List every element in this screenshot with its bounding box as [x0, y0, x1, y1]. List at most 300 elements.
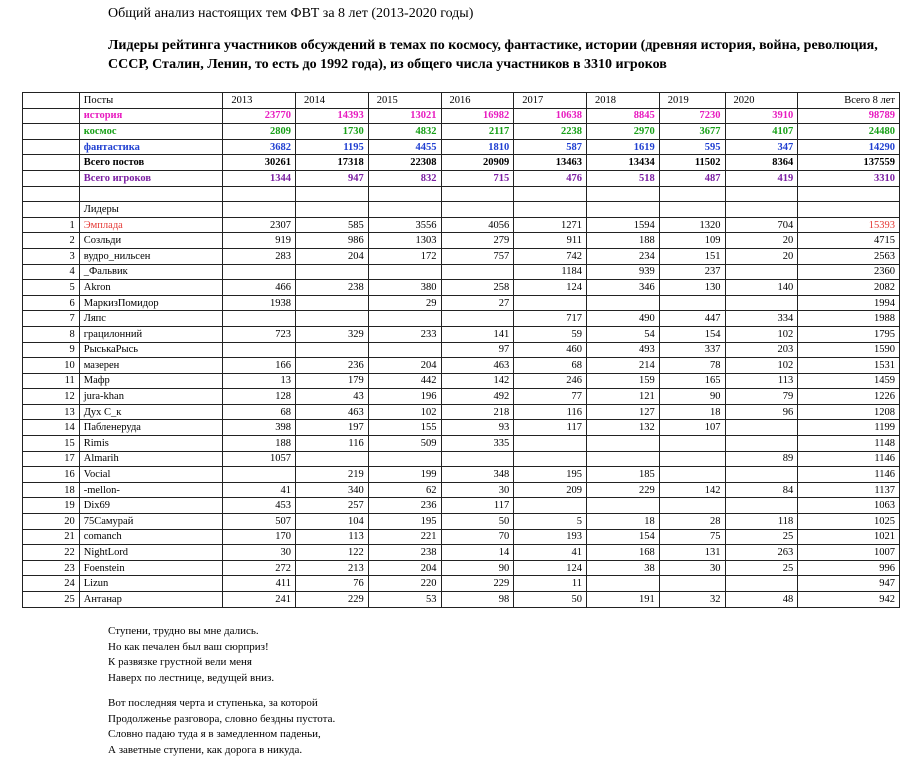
- leader-row: [23, 467, 900, 483]
- leader-total: 1994: [798, 295, 900, 311]
- leader-value: 165: [659, 373, 725, 389]
- leader-row: [23, 373, 900, 389]
- leader-name: Созльди: [79, 233, 223, 249]
- header-year: 2014: [296, 93, 369, 109]
- leader-value: [223, 311, 296, 327]
- leader-row: [23, 389, 900, 405]
- leader-value: 1303: [368, 233, 441, 249]
- leader-name: РыськаРысь: [79, 342, 223, 358]
- leader-value: 70: [441, 529, 514, 545]
- leader-value: [659, 436, 725, 452]
- leader-value: 218: [441, 404, 514, 420]
- poem-line: Вот последняя черта и ступенька, за которой: [108, 697, 318, 709]
- empty-cell: [586, 202, 659, 218]
- leader-row: [23, 420, 900, 436]
- leader-value: 585: [296, 217, 369, 233]
- summary-value: 518: [586, 170, 659, 186]
- header-year: 2019: [659, 93, 725, 109]
- leader-name: Lizun: [79, 576, 223, 592]
- leader-value: 191: [586, 592, 659, 608]
- leader-row: [23, 529, 900, 545]
- leader-value: [441, 311, 514, 327]
- summary-value: 1619: [586, 139, 659, 155]
- leader-value: 14: [441, 545, 514, 561]
- leader-value: 109: [659, 233, 725, 249]
- leader-row: [23, 404, 900, 420]
- leader-value: 104: [296, 514, 369, 530]
- leader-name: Rimis: [79, 436, 223, 452]
- summary-value: 23770: [223, 108, 296, 124]
- leader-value: 140: [725, 280, 798, 296]
- leader-rank: 21: [23, 529, 80, 545]
- leader-value: 188: [223, 436, 296, 452]
- leader-rank: 16: [23, 467, 80, 483]
- leader-value: 48: [725, 592, 798, 608]
- empty-cell: [798, 202, 900, 218]
- leader-name: _Фальвик: [79, 264, 223, 280]
- summary-label: Всего постов: [79, 155, 223, 171]
- leader-value: [368, 311, 441, 327]
- page-subtitle: Лидеры рейтинга участников обсуждений в темах по космосу, фантастике, истории (древняя история, война, революция, СССР, Сталин, Ленин, то есть до 1992 года), из общего числа участников в 3310 игроков: [108, 38, 878, 72]
- leader-value: 334: [725, 311, 798, 327]
- leader-value: 32: [659, 592, 725, 608]
- leader-row: [23, 295, 900, 311]
- leader-row: [23, 576, 900, 592]
- leader-value: 1057: [223, 451, 296, 467]
- leader-value: 238: [368, 545, 441, 561]
- leader-value: [368, 451, 441, 467]
- header-posts-label: Посты: [79, 93, 223, 109]
- summary-blank: [23, 139, 80, 155]
- leader-value: 241: [223, 592, 296, 608]
- leader-value: 124: [514, 280, 587, 296]
- summary-value: 715: [441, 170, 514, 186]
- leader-value: 233: [368, 326, 441, 342]
- summary-value: 4832: [368, 124, 441, 140]
- leader-value: 155: [368, 420, 441, 436]
- leader-value: 348: [441, 467, 514, 483]
- leader-value: 38: [586, 560, 659, 576]
- leader-row: [23, 498, 900, 514]
- leader-total: 4715: [798, 233, 900, 249]
- empty-cell: [659, 202, 725, 218]
- leader-value: 41: [223, 482, 296, 498]
- leader-name: NightLord: [79, 545, 223, 561]
- leader-value: 78: [659, 358, 725, 374]
- summary-value: 947: [296, 170, 369, 186]
- leader-value: 113: [725, 373, 798, 389]
- summary-value: 16982: [441, 108, 514, 124]
- header-year: 2017: [514, 93, 587, 109]
- leader-value: [296, 342, 369, 358]
- leader-value: 75: [659, 529, 725, 545]
- leader-value: 130: [659, 280, 725, 296]
- summary-value: 4107: [725, 124, 798, 140]
- leader-row: [23, 233, 900, 249]
- poem-line: Словно падаю туда я в замедленном паденьи,: [108, 728, 321, 740]
- empty-cell: [586, 186, 659, 202]
- leader-value: 204: [368, 560, 441, 576]
- leader-rank: 17: [23, 451, 80, 467]
- leader-name: Akron: [79, 280, 223, 296]
- leader-value: 141: [441, 326, 514, 342]
- summary-total: 137559: [798, 155, 900, 171]
- summary-total: 3310: [798, 170, 900, 186]
- leader-value: 53: [368, 592, 441, 608]
- summary-label: Всего игроков: [79, 170, 223, 186]
- summary-value: 4455: [368, 139, 441, 155]
- leader-name: Foenstein: [79, 560, 223, 576]
- leader-value: 11: [514, 576, 587, 592]
- leader-value: 329: [296, 326, 369, 342]
- poem-line: Но как печален был ваш сюрприз!: [108, 640, 269, 653]
- leader-row: [23, 545, 900, 561]
- leader-rank: 1: [23, 217, 80, 233]
- summary-value: 14393: [296, 108, 369, 124]
- summary-value: 13463: [514, 155, 587, 171]
- empty-cell: [223, 202, 296, 218]
- leader-total: 1025: [798, 514, 900, 530]
- leader-value: 20: [725, 248, 798, 264]
- leader-row: [23, 311, 900, 327]
- leader-total: 1795: [798, 326, 900, 342]
- leader-name: Ляпс: [79, 311, 223, 327]
- leader-value: 188: [586, 233, 659, 249]
- leader-value: 59: [514, 326, 587, 342]
- summary-value: 8845: [586, 108, 659, 124]
- leader-value: [586, 295, 659, 311]
- leader-value: 28: [659, 514, 725, 530]
- leader-rank: 22: [23, 545, 80, 561]
- leader-value: 116: [514, 404, 587, 420]
- summary-value: 3910: [725, 108, 798, 124]
- leader-value: 229: [586, 482, 659, 498]
- empty-cell: [79, 186, 223, 202]
- header-year: 2013: [223, 93, 296, 109]
- leader-value: 238: [296, 280, 369, 296]
- leader-value: 179: [296, 373, 369, 389]
- leader-rank: 18: [23, 482, 80, 498]
- leader-name: МаркизПомидор: [79, 295, 223, 311]
- leader-rank: 13: [23, 404, 80, 420]
- poem-stanza-1: [108, 624, 274, 686]
- leader-value: 493: [586, 342, 659, 358]
- leader-rank: 4: [23, 264, 80, 280]
- leader-value: 159: [586, 373, 659, 389]
- leader-value: 154: [586, 529, 659, 545]
- leader-total: 1226: [798, 389, 900, 405]
- leader-row: [23, 560, 900, 576]
- leader-value: 986: [296, 233, 369, 249]
- empty-cell: [223, 186, 296, 202]
- leader-name: Дух С_к: [79, 404, 223, 420]
- leader-value: 340: [296, 482, 369, 498]
- summary-value: 487: [659, 170, 725, 186]
- leader-value: 214: [586, 358, 659, 374]
- leader-value: [296, 295, 369, 311]
- leader-value: 50: [441, 514, 514, 530]
- leader-value: 919: [223, 233, 296, 249]
- leader-row: [23, 217, 900, 233]
- summary-blank: [23, 124, 80, 140]
- summary-value: 2809: [223, 124, 296, 140]
- empty-cell: [441, 202, 514, 218]
- leader-value: 463: [441, 358, 514, 374]
- leader-name: Мафр: [79, 373, 223, 389]
- leader-value: 128: [223, 389, 296, 405]
- leader-value: [586, 436, 659, 452]
- leader-total: 1007: [798, 545, 900, 561]
- leader-value: 258: [441, 280, 514, 296]
- leader-value: 117: [441, 498, 514, 514]
- leader-value: 76: [296, 576, 369, 592]
- leader-value: [514, 436, 587, 452]
- leader-name: грацилонний: [79, 326, 223, 342]
- leader-value: [725, 295, 798, 311]
- leader-value: 97: [441, 342, 514, 358]
- summary-total: 24480: [798, 124, 900, 140]
- leader-value: 5: [514, 514, 587, 530]
- leader-value: 939: [586, 264, 659, 280]
- summary-total: 98789: [798, 108, 900, 124]
- summary-total: 14290: [798, 139, 900, 155]
- leader-value: 335: [441, 436, 514, 452]
- leader-value: 757: [441, 248, 514, 264]
- header-total: Всего 8 лет: [798, 93, 900, 109]
- leader-rank: 7: [23, 311, 80, 327]
- leader-total: 2563: [798, 248, 900, 264]
- leader-row: [23, 514, 900, 530]
- empty-cell: [725, 202, 798, 218]
- leader-value: 96: [725, 404, 798, 420]
- leader-total: 1531: [798, 358, 900, 374]
- leader-value: [586, 498, 659, 514]
- leader-value: 213: [296, 560, 369, 576]
- leader-total: 1063: [798, 498, 900, 514]
- empty-cell: [725, 186, 798, 202]
- leader-value: 77: [514, 389, 587, 405]
- summary-value: 3677: [659, 124, 725, 140]
- leader-value: [725, 576, 798, 592]
- leader-row: [23, 358, 900, 374]
- leader-total: 1590: [798, 342, 900, 358]
- leader-rank: 9: [23, 342, 80, 358]
- leader-value: 142: [659, 482, 725, 498]
- leader-value: [368, 342, 441, 358]
- leader-total: 1208: [798, 404, 900, 420]
- leader-value: [441, 451, 514, 467]
- leader-name: -mellon-: [79, 482, 223, 498]
- leader-value: [659, 576, 725, 592]
- leader-total: 1137: [798, 482, 900, 498]
- poem-line: Ступени, трудно вы мне дались.: [108, 625, 259, 637]
- leader-value: 204: [368, 358, 441, 374]
- leader-value: 1271: [514, 217, 587, 233]
- leader-value: 193: [514, 529, 587, 545]
- leader-value: 166: [223, 358, 296, 374]
- summary-value: 587: [514, 139, 587, 155]
- leader-value: 124: [514, 560, 587, 576]
- leader-value: [725, 264, 798, 280]
- leader-row: [23, 280, 900, 296]
- leader-value: [514, 295, 587, 311]
- leader-value: 236: [296, 358, 369, 374]
- summary-value: 11502: [659, 155, 725, 171]
- leader-value: 717: [514, 311, 587, 327]
- leader-value: 447: [659, 311, 725, 327]
- leader-rank: 24: [23, 576, 80, 592]
- leader-value: 453: [223, 498, 296, 514]
- leader-value: 168: [586, 545, 659, 561]
- leader-value: 93: [441, 420, 514, 436]
- leader-rank: 11: [23, 373, 80, 389]
- poem-line: Продолженье разговора, словно бездны пустота.: [108, 712, 336, 725]
- summary-value: 347: [725, 139, 798, 155]
- leader-value: 4056: [441, 217, 514, 233]
- poem-line: А заветные ступени, как дорога в никуда.: [108, 743, 303, 756]
- leader-name: Эмплада: [79, 217, 223, 233]
- leader-total: 947: [798, 576, 900, 592]
- leader-rank: 20: [23, 514, 80, 530]
- leader-value: [223, 264, 296, 280]
- leader-value: 127: [586, 404, 659, 420]
- leader-total: 1021: [798, 529, 900, 545]
- leader-value: 209: [514, 482, 587, 498]
- leader-value: 704: [725, 217, 798, 233]
- leader-value: 84: [725, 482, 798, 498]
- summary-value: 13021: [368, 108, 441, 124]
- leader-value: 492: [441, 389, 514, 405]
- summary-value: 20909: [441, 155, 514, 171]
- leader-value: 1938: [223, 295, 296, 311]
- leader-total: 1459: [798, 373, 900, 389]
- header-blank: [23, 93, 80, 109]
- leader-value: 172: [368, 248, 441, 264]
- leader-value: [586, 451, 659, 467]
- leader-value: 25: [725, 529, 798, 545]
- leader-value: 1320: [659, 217, 725, 233]
- leader-value: [296, 451, 369, 467]
- empty-cell: [368, 186, 441, 202]
- leader-value: [368, 264, 441, 280]
- leader-total: 1146: [798, 467, 900, 483]
- leader-row: [23, 264, 900, 280]
- leader-value: 154: [659, 326, 725, 342]
- leader-value: 43: [296, 389, 369, 405]
- leader-value: 263: [725, 545, 798, 561]
- leader-value: 29: [368, 295, 441, 311]
- leader-value: 219: [296, 467, 369, 483]
- leader-value: 466: [223, 280, 296, 296]
- leader-value: 398: [223, 420, 296, 436]
- leader-value: 30: [441, 482, 514, 498]
- leader-value: [725, 436, 798, 452]
- summary-value: 2117: [441, 124, 514, 140]
- leader-value: [659, 467, 725, 483]
- summary-value: 1730: [296, 124, 369, 140]
- leader-value: 68: [223, 404, 296, 420]
- leader-rank: 14: [23, 420, 80, 436]
- leader-value: 723: [223, 326, 296, 342]
- leader-value: 41: [514, 545, 587, 561]
- leader-value: 102: [368, 404, 441, 420]
- leader-value: 490: [586, 311, 659, 327]
- leader-value: 346: [586, 280, 659, 296]
- leader-value: 246: [514, 373, 587, 389]
- summary-blank: [23, 170, 80, 186]
- summary-label: история: [79, 108, 223, 124]
- empty-cell: [296, 202, 369, 218]
- leader-value: 195: [368, 514, 441, 530]
- leader-value: 234: [586, 248, 659, 264]
- leader-rank: 23: [23, 560, 80, 576]
- leader-rank: 19: [23, 498, 80, 514]
- leader-value: 113: [296, 529, 369, 545]
- table-header-row: [23, 93, 900, 109]
- leader-value: 2307: [223, 217, 296, 233]
- leader-rank: 2: [23, 233, 80, 249]
- leader-value: 509: [368, 436, 441, 452]
- poem-line: К развязке грустной вели меня: [108, 656, 252, 668]
- leader-value: 68: [514, 358, 587, 374]
- leader-rank: 6: [23, 295, 80, 311]
- poem-line: Наверх по лестнице, ведущей вниз.: [108, 671, 275, 684]
- leader-value: 229: [441, 576, 514, 592]
- empty-cell: [798, 186, 900, 202]
- summary-value: 7230: [659, 108, 725, 124]
- leader-value: 131: [659, 545, 725, 561]
- leader-value: [223, 342, 296, 358]
- summary-value: 13434: [586, 155, 659, 171]
- leader-value: 185: [586, 467, 659, 483]
- leader-value: 27: [441, 295, 514, 311]
- summary-label: космос: [79, 124, 223, 140]
- summary-row: [23, 139, 900, 155]
- summary-value: 2970: [586, 124, 659, 140]
- leader-value: [659, 498, 725, 514]
- leader-value: [223, 467, 296, 483]
- leader-value: 199: [368, 467, 441, 483]
- leaders-label: Лидеры: [79, 202, 223, 218]
- summary-value: 17318: [296, 155, 369, 171]
- leader-total: 942: [798, 592, 900, 608]
- leader-total: 1199: [798, 420, 900, 436]
- leader-rank: 8: [23, 326, 80, 342]
- leader-value: 507: [223, 514, 296, 530]
- leader-value: 460: [514, 342, 587, 358]
- leader-value: 337: [659, 342, 725, 358]
- leader-value: 1184: [514, 264, 587, 280]
- leader-value: 411: [223, 576, 296, 592]
- leader-value: 117: [514, 420, 587, 436]
- leader-name: Антанар: [79, 592, 223, 608]
- leader-value: 195: [514, 467, 587, 483]
- leader-value: 18: [586, 514, 659, 530]
- leader-value: [441, 264, 514, 280]
- empty-cell: [23, 186, 80, 202]
- leader-row: [23, 592, 900, 608]
- leader-row: [23, 436, 900, 452]
- leader-row: [23, 326, 900, 342]
- leader-row: [23, 482, 900, 498]
- leader-value: 203: [725, 342, 798, 358]
- summary-value: 1344: [223, 170, 296, 186]
- leader-value: 151: [659, 248, 725, 264]
- leader-value: 62: [368, 482, 441, 498]
- leader-value: 98: [441, 592, 514, 608]
- leader-value: 18: [659, 404, 725, 420]
- leader-value: [296, 311, 369, 327]
